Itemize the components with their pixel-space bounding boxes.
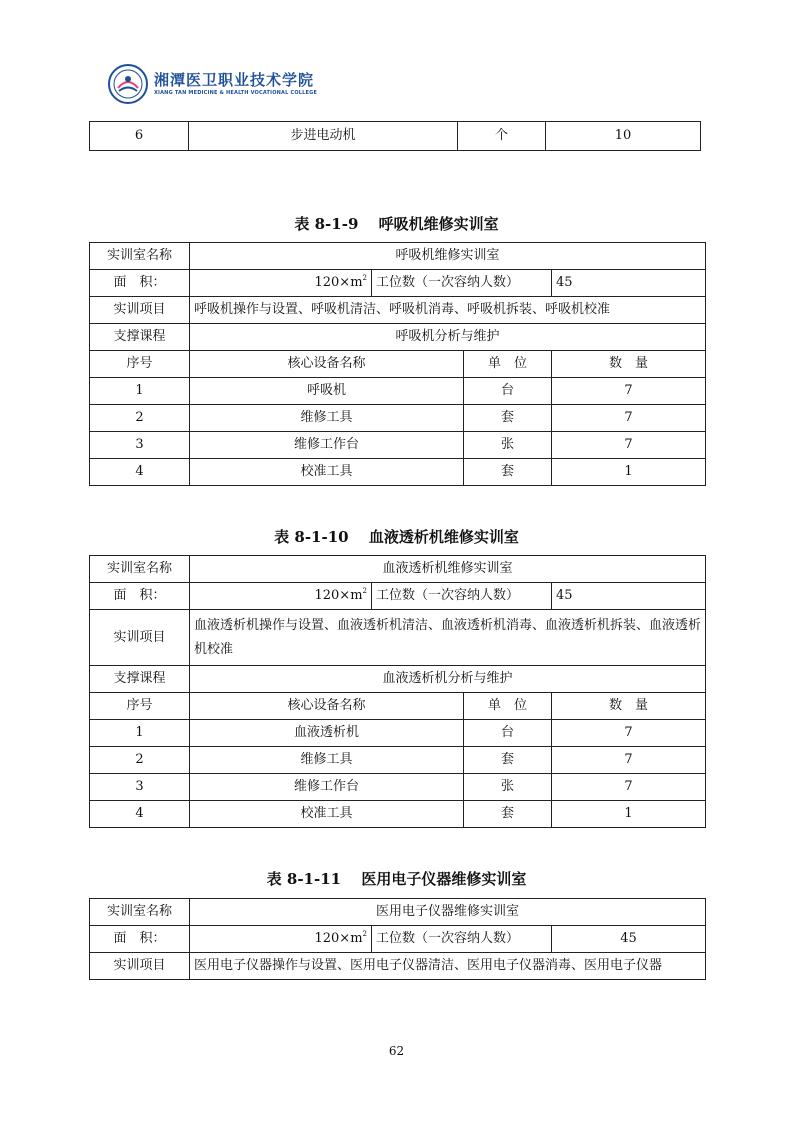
row-unit: 台 [464,378,552,405]
table-row [90,720,706,747]
row-name: 呼吸机 [190,378,464,405]
col-unit-header: 单 位 [464,693,552,720]
lab-name-label: 实训室名称 [90,899,190,926]
row-qty: 7 [552,747,706,774]
row-unit: 台 [464,720,552,747]
row-qty: 1 [552,459,706,486]
school-name-cn: 湘潭医卫职业技术学院 [154,70,315,89]
row-qty: 1 [552,801,706,828]
projects-value: 血液透析机操作与设置、血液透析机清洁、血液透析机消毒、血液透析机拆装、血液透析机校准 [190,610,706,666]
col-qty-header: 数 量 [552,693,706,720]
row-no: 3 [90,432,190,459]
row-no: 1 [90,720,190,747]
projects-value: 医用电子仪器操作与设置、医用电子仪器清洁、医用电子仪器消毒、医用电子仪器 [190,953,706,980]
school-name-en: XIANG TAN MEDICINE & HEALTH VOCATIONAL COLLEGE [154,89,318,96]
row-no: 2 [90,747,190,774]
lab-name-value: 呼吸机维修实训室 [190,243,706,270]
course-label: 支撑课程 [90,324,190,351]
row-unit: 套 [464,459,552,486]
row-unit: 套 [464,747,552,774]
col-no-header: 序号 [90,351,190,378]
table-row [90,899,706,926]
table9 [89,242,706,486]
area-value: $120\times m^2$ [190,270,372,297]
table11-caption: 表 8-1-11 医用电子仪器维修实训室 [266,870,527,888]
row-no: 6 [90,122,189,151]
row-no: 4 [90,459,190,486]
row-no: 3 [90,774,190,801]
row-name: 维修工作台 [190,432,464,459]
table-row [90,747,706,774]
stations-value: 45 [552,270,706,297]
table-row [90,610,706,666]
row-name: 维修工具 [190,405,464,432]
table-row [90,432,706,459]
lab-name-label: 实训室名称 [90,243,190,270]
row-no: 4 [90,801,190,828]
table-row [90,774,706,801]
page-number: 62 [388,1044,405,1058]
table-row [90,122,701,151]
table-row [90,324,706,351]
table-row [90,270,706,297]
col-name-header: 核心设备名称 [190,693,464,720]
projects-label: 实训项目 [90,953,190,980]
row-name: 维修工作台 [190,774,464,801]
col-name-header: 核心设备名称 [190,351,464,378]
area-label: 面 积： [90,270,190,297]
table9-caption: 表 8-1-9 呼吸机维修实训室 [294,215,499,233]
stations-label: 工位数（一次容纳人数） [372,583,552,610]
stations-value: 45 [552,583,706,610]
lab-name-value: 血液透析机维修实训室 [190,556,706,583]
continued-table [89,121,701,151]
row-name: 维修工具 [190,747,464,774]
area-label: 面 积： [90,926,190,953]
row-name: 校准工具 [190,459,464,486]
table-row [90,405,706,432]
row-no: 1 [90,378,190,405]
table-row [90,297,706,324]
col-no-header: 序号 [90,693,190,720]
course-value: 血液透析机分析与维护 [190,666,706,693]
table-row [90,459,706,486]
row-no: 2 [90,405,190,432]
table-row [90,556,706,583]
table11 [89,898,706,980]
stations-label: 工位数（一次容纳人数） [372,270,552,297]
school-name [154,72,317,97]
school-emblem-icon [108,64,148,104]
row-qty: 7 [552,432,706,459]
table-row [90,243,706,270]
school-header [108,64,317,104]
table-row [90,926,706,953]
table-header-row [90,693,706,720]
row-name: 步进电动机 [189,122,458,151]
area-value: $120\times m^2$ [190,926,372,953]
row-qty: 7 [552,720,706,747]
stations-label: 工位数（一次容纳人数） [372,926,552,953]
stations-value: 45 [552,926,706,953]
projects-value: 呼吸机操作与设置、呼吸机清洁、呼吸机消毒、呼吸机拆装、呼吸机校准 [190,297,706,324]
projects-label: 实训项目 [90,297,190,324]
row-unit: 套 [464,801,552,828]
lab-name-label: 实训室名称 [90,556,190,583]
row-name: 血液透析机 [190,720,464,747]
projects-label: 实训项目 [90,610,190,666]
course-value: 呼吸机分析与维护 [190,324,706,351]
row-qty: 7 [552,405,706,432]
course-label: 支撑课程 [90,666,190,693]
area-label: 面 积： [90,583,190,610]
table-row [90,378,706,405]
row-unit: 张 [464,774,552,801]
row-unit: 个 [458,122,546,151]
row-qty: 10 [546,122,701,151]
row-qty: 7 [552,378,706,405]
row-qty: 7 [552,774,706,801]
table10-caption: 表 8-1-10 血液透析机维修实训室 [274,528,519,546]
col-qty-header: 数 量 [552,351,706,378]
row-unit: 套 [464,405,552,432]
table-row [90,953,706,980]
table-row [90,801,706,828]
lab-name-value: 医用电子仪器维修实训室 [190,899,706,926]
area-value: $120\times m^2$ [190,583,372,610]
row-unit: 张 [464,432,552,459]
table10 [89,555,706,828]
row-name: 校准工具 [190,801,464,828]
table-row [90,583,706,610]
table-header-row [90,351,706,378]
col-unit-header: 单 位 [464,351,552,378]
table-row [90,666,706,693]
